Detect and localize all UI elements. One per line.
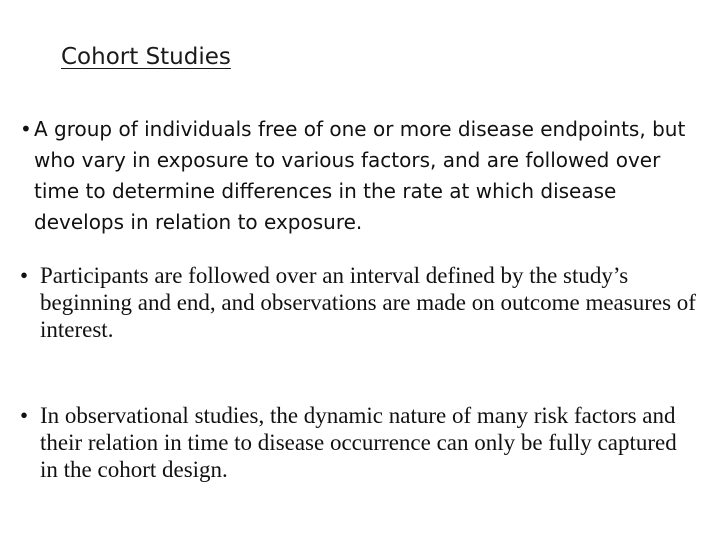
bullet-text: A group of individuals free of one or more disease endpoints, but who vary in exposure to various factors, and are followed over time to determine differences in the rate at which disease develops in relation to exposure. bbox=[34, 117, 686, 234]
bullet-marker: • bbox=[20, 263, 29, 288]
bullet-marker: • bbox=[20, 403, 29, 428]
bullet-marker: • bbox=[20, 117, 32, 141]
bullet-participants bbox=[20, 262, 700, 343]
bullet-observational bbox=[20, 402, 700, 483]
bullet-text: Participants are followed over an interval defined by the study’s beginning and end, and observations are made on outcome measures of interest. bbox=[40, 263, 696, 342]
bullet-definition bbox=[20, 114, 710, 238]
slide-title: Cohort Studies bbox=[61, 44, 231, 70]
bullet-text: In observational studies, the dynamic nature of many risk factors and their relation in time to disease occurrence can only be fully captured in the cohort design. bbox=[40, 403, 677, 482]
